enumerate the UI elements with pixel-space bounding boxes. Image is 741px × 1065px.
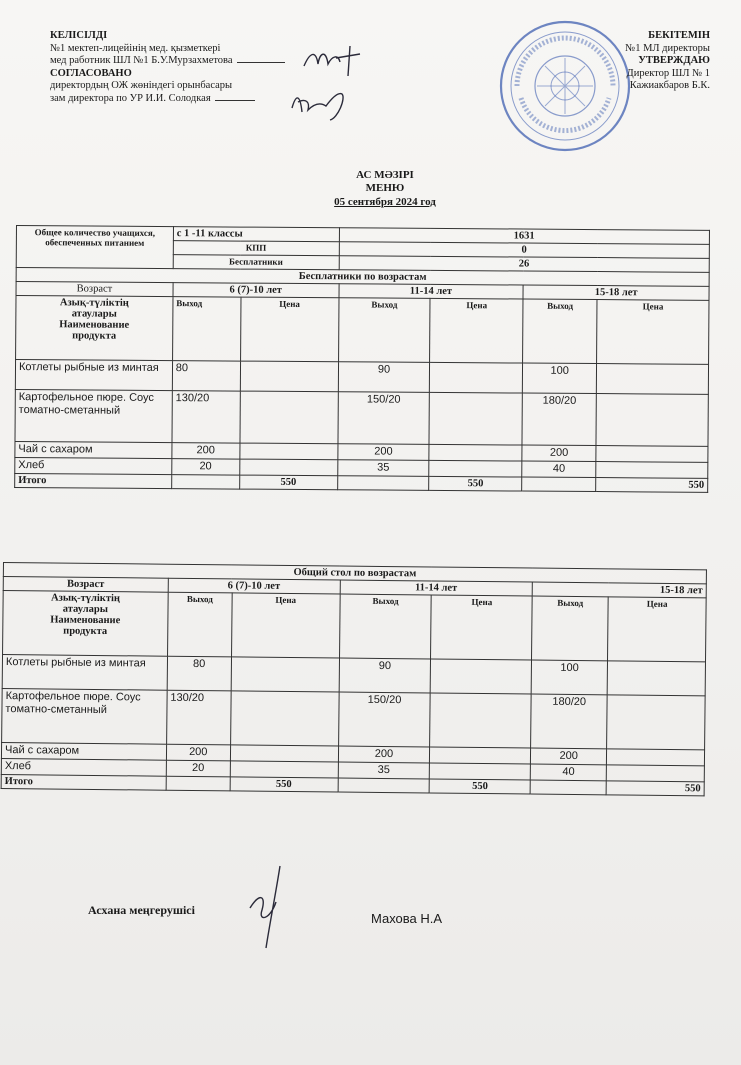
general-table bbox=[1, 562, 707, 796]
price-cell bbox=[430, 763, 531, 780]
col-output: Выход bbox=[339, 594, 432, 659]
product-header-line: Наименование bbox=[50, 614, 121, 627]
empty-cell bbox=[522, 477, 596, 492]
empty-cell bbox=[171, 475, 239, 489]
approve-kz: БЕКІТЕМІН bbox=[648, 30, 710, 41]
output-value: 200 bbox=[338, 746, 430, 763]
age-group: 15-18 лет bbox=[532, 582, 706, 598]
price-cell bbox=[231, 657, 339, 692]
price-cell bbox=[596, 394, 708, 447]
price-cell bbox=[239, 459, 337, 476]
output-value: 100 bbox=[523, 363, 597, 394]
empty-cell bbox=[166, 776, 230, 791]
col-output: Выход bbox=[167, 592, 232, 657]
director-name: Кажиакбаров Б.К. bbox=[629, 80, 710, 91]
product-header-line: продукта bbox=[72, 330, 117, 342]
table-caption: Общий стол по возрастам bbox=[3, 563, 706, 584]
summary-value: 0 bbox=[339, 242, 710, 259]
director-position-ru: Директор ШЛ № 1 bbox=[626, 67, 710, 79]
product-header-line: Наименование bbox=[59, 319, 130, 331]
summary-value: 26 bbox=[339, 256, 710, 273]
output-value: 200 bbox=[531, 748, 607, 765]
table-row bbox=[15, 389, 708, 446]
summary-value: 1631 bbox=[339, 228, 710, 245]
price-cell bbox=[230, 761, 338, 778]
product-name: Чай с сахаром bbox=[1, 742, 166, 760]
price-cell bbox=[607, 661, 705, 696]
price-cell bbox=[240, 361, 338, 392]
output-value: 200 bbox=[172, 443, 240, 459]
price-cell bbox=[430, 747, 531, 764]
canteen-head-signature bbox=[240, 862, 300, 952]
output-value: 130/20 bbox=[166, 690, 230, 745]
age-group: 6 (7)-10 лет bbox=[173, 283, 339, 298]
price-cell bbox=[607, 749, 705, 766]
output-value: 150/20 bbox=[338, 692, 430, 747]
output-value: 100 bbox=[531, 660, 607, 695]
col-output: Выход bbox=[532, 596, 609, 661]
output-value: 130/20 bbox=[172, 391, 240, 443]
empty-cell bbox=[337, 476, 429, 491]
output-value: 200 bbox=[522, 445, 596, 462]
approve-ru: УТВЕРЖДАЮ bbox=[638, 55, 710, 66]
agreed-ru: СОГЛАСОВАНО bbox=[50, 67, 132, 79]
menu-date: 05 сентября 2024 год bbox=[334, 196, 436, 208]
output-value: 90 bbox=[339, 658, 431, 693]
free-meals-table bbox=[14, 225, 710, 493]
empty-cell bbox=[338, 778, 430, 793]
price-cell bbox=[230, 691, 338, 746]
total-value: 550 bbox=[239, 475, 337, 490]
price-cell bbox=[240, 391, 338, 444]
price-cell bbox=[230, 745, 338, 762]
product-header-line: Азық-түліктің bbox=[50, 592, 121, 605]
signature-line bbox=[237, 62, 285, 63]
table-row bbox=[15, 360, 708, 395]
product-header bbox=[16, 296, 173, 361]
total-value: 550 bbox=[596, 478, 708, 493]
age-label: Возраст bbox=[16, 282, 173, 297]
approval-right-block bbox=[560, 30, 710, 93]
price-cell bbox=[240, 443, 338, 460]
product-name: Котлеты рыбные из минтая bbox=[15, 360, 172, 391]
deputy-name: зам директора по УР И.И. Солодкая bbox=[50, 92, 211, 104]
col-price: Цена bbox=[597, 300, 709, 365]
price-cell bbox=[596, 364, 708, 395]
deputy-position-kz: директордың ОЖ жөніндегі орынбасары bbox=[50, 80, 233, 91]
product-name: Чай с сахаром bbox=[15, 441, 172, 458]
output-value: 20 bbox=[166, 760, 230, 777]
age-label: Возраст bbox=[3, 577, 168, 593]
canteen-head-label: Асхана меңгерушісі bbox=[88, 903, 195, 917]
deputy-signature bbox=[286, 88, 356, 124]
output-value: 180/20 bbox=[522, 393, 596, 446]
product-name: Картофельное пюре. Соус томатно-сметанный bbox=[2, 688, 167, 744]
product-header-line: Азық-түліктің bbox=[59, 297, 129, 309]
output-value: 35 bbox=[338, 762, 430, 779]
output-value: 90 bbox=[338, 362, 430, 393]
col-output: Выход bbox=[523, 299, 597, 364]
col-price: Цена bbox=[430, 298, 523, 363]
product-name: Хлеб bbox=[1, 758, 166, 776]
summary-name: КПП bbox=[173, 241, 339, 256]
medic-position-kz: №1 мектеп-лицейінің мед. қызметкері bbox=[50, 42, 221, 54]
medic-name: мед работник ШЛ №1 Б.У.Мурзахметова bbox=[50, 55, 233, 66]
output-value: 80 bbox=[172, 361, 240, 391]
age-group: 11-14 лет bbox=[339, 284, 524, 299]
summary-name: Бесплатники bbox=[173, 255, 339, 270]
summary-name: с 1 -11 классы bbox=[173, 227, 339, 242]
col-price: Цена bbox=[231, 593, 339, 658]
col-price: Цена bbox=[431, 595, 532, 660]
total-value: 550 bbox=[430, 779, 531, 794]
col-output: Выход bbox=[172, 297, 240, 361]
col-price: Цена bbox=[608, 597, 707, 662]
signature-line bbox=[215, 100, 255, 101]
agreed-kz: КЕЛІСІЛДІ bbox=[50, 30, 108, 41]
output-value: 200 bbox=[166, 744, 230, 761]
price-cell bbox=[430, 362, 523, 393]
total-value: 550 bbox=[606, 781, 704, 796]
menu-title-ru: МЕНЮ bbox=[365, 182, 405, 194]
price-cell bbox=[606, 765, 704, 782]
table-caption: Бесплатники по возрастам bbox=[16, 268, 709, 287]
total-label: Итого bbox=[1, 774, 166, 790]
col-price: Цена bbox=[240, 297, 338, 362]
price-cell bbox=[429, 392, 522, 445]
product-name: Картофельное пюре. Соус томатно-сметанный bbox=[15, 389, 172, 442]
director-position-kz: №1 МЛ директоры bbox=[625, 42, 710, 54]
product-header-line: продукта bbox=[63, 625, 108, 638]
product-header bbox=[3, 591, 168, 657]
medic-signature bbox=[300, 44, 370, 78]
product-header-line: атаулары bbox=[62, 603, 109, 616]
price-cell bbox=[596, 446, 708, 463]
price-cell bbox=[596, 462, 708, 479]
price-cell bbox=[607, 695, 705, 750]
product-name: Хлеб bbox=[15, 457, 172, 474]
price-cell bbox=[431, 659, 532, 694]
age-group: 6 (7)-10 лет bbox=[168, 578, 340, 594]
output-value: 40 bbox=[530, 764, 606, 781]
price-cell bbox=[430, 693, 531, 748]
age-group: 11-14 лет bbox=[340, 580, 533, 596]
column-header-row bbox=[16, 296, 709, 365]
product-header-line: атаулары bbox=[71, 308, 117, 320]
output-value: 40 bbox=[522, 461, 596, 478]
table-row bbox=[2, 688, 706, 749]
canteen-head-name: Махова Н.А bbox=[371, 911, 443, 926]
column-header-row bbox=[3, 591, 707, 662]
empty-cell bbox=[530, 780, 606, 795]
output-value: 20 bbox=[172, 459, 240, 475]
output-value: 200 bbox=[337, 444, 429, 461]
menu-title-kz: АС МӘЗІРІ bbox=[356, 169, 414, 181]
price-cell bbox=[429, 444, 522, 461]
age-group: 15-18 лет bbox=[523, 285, 709, 300]
output-value: 150/20 bbox=[338, 392, 430, 445]
output-value: 35 bbox=[337, 460, 429, 477]
total-value: 550 bbox=[429, 476, 522, 491]
total-value: 550 bbox=[230, 777, 338, 792]
product-name: Котлеты рыбные из минтая bbox=[2, 655, 167, 691]
output-value: 180/20 bbox=[531, 694, 607, 749]
summary-label: Общее количество учащихся, обеспеченных питанием bbox=[16, 226, 173, 269]
output-value: 80 bbox=[167, 656, 231, 691]
col-output: Выход bbox=[338, 298, 430, 363]
total-label: Итого bbox=[15, 473, 172, 488]
price-cell bbox=[429, 460, 522, 477]
